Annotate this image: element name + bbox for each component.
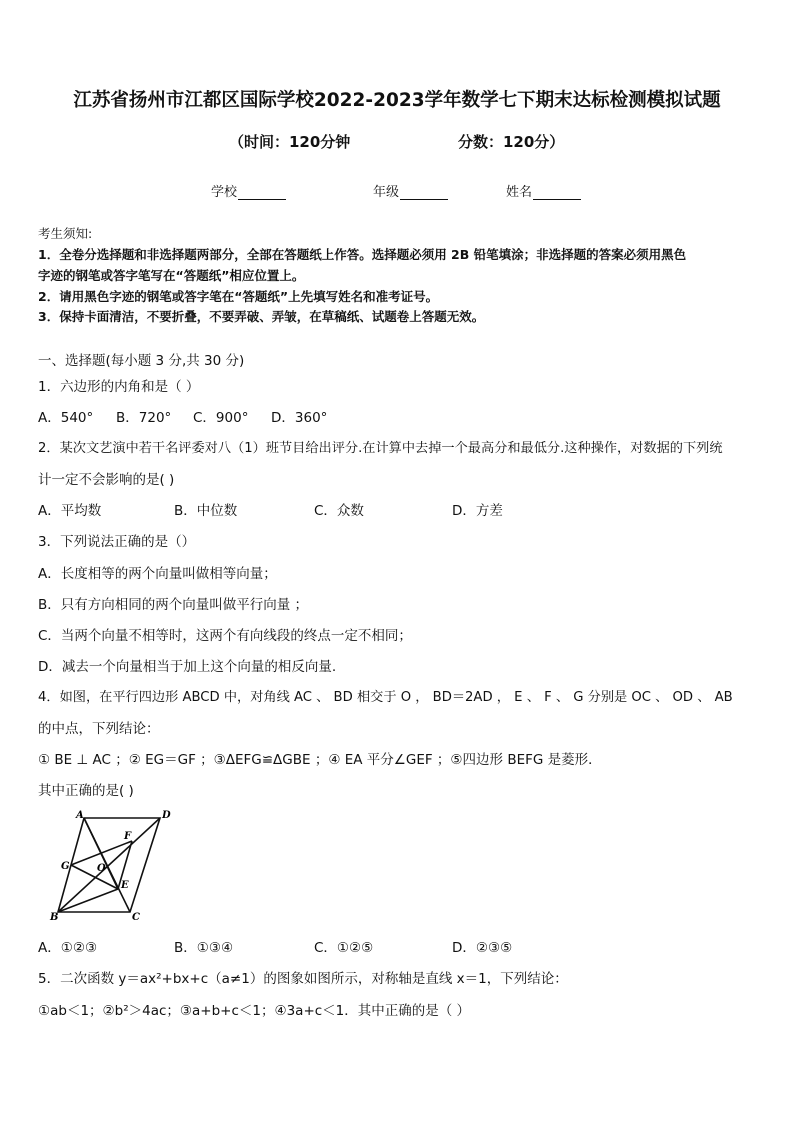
label-a: A: [76, 810, 84, 821]
grade-blank[interactable]: [400, 187, 448, 200]
q1-option-a[interactable]: A．540°: [38, 410, 94, 426]
name-label: 姓名: [506, 185, 533, 200]
label-b: B: [50, 912, 59, 923]
grade-label: 年级: [373, 185, 400, 200]
q1-option-b[interactable]: B．720°: [116, 410, 172, 426]
label-f: F: [124, 831, 132, 842]
q4-option-b[interactable]: B．①③④: [174, 940, 234, 956]
q2-option-b[interactable]: B．中位数: [174, 503, 238, 519]
section-heading: 一、选择题(每小题 3 分,共 30 分): [38, 353, 245, 369]
q3-option-a[interactable]: A．长度相等的两个向量叫做相等向量；: [38, 566, 277, 582]
q2-option-c[interactable]: C．众数: [314, 503, 364, 519]
q3-option-d[interactable]: D．减去一个向量相当于加上这个向量的相反向量.: [38, 659, 337, 675]
notice-item-3: 3．保持卡面清洁，不要折叠，不要弄破、弄皱，在草稿纸、试题卷上答题无效。: [38, 309, 485, 324]
q4-option-a[interactable]: A．①②③: [38, 940, 98, 956]
segment-ae: [84, 818, 118, 889]
q4-stem-line2: 的中点，下列结论：: [38, 721, 160, 737]
label-c: C: [132, 912, 140, 923]
q5-stem-line1: 5．二次函数 y＝ax²+bx+c（a≠1）的图象如图所示，对称轴是直线 x＝1，下列结论：: [38, 971, 568, 987]
notice-heading: 考生须知:: [38, 226, 93, 241]
q2-stem-line2: 计一定不会影响的是( ): [38, 472, 175, 488]
q1-option-d[interactable]: D．360°: [271, 410, 328, 426]
q4-option-d[interactable]: D．②③⑤: [452, 940, 513, 956]
q4-stem-line3: 其中正确的是( ): [38, 783, 134, 799]
grade-field[interactable]: [373, 181, 448, 200]
name-field[interactable]: [506, 181, 581, 200]
notice-item-1: 1．全卷分选择题和非选择题两部分，全部在答题纸上作答。选择题必须用 2B 铅笔填涂；非选择题的答案必须用黑色: [38, 247, 687, 262]
time-label: （时间：120分钟: [229, 133, 351, 151]
q4-stem-line1: 4．如图，在平行四边形 ABCD 中，对角线 AC 、 BD 相交于 O ， BD＝2AD ， E 、 F 、 G 分别是 OC 、 OD 、 AB: [38, 690, 733, 705]
label-d: D: [162, 810, 171, 821]
notice-item-1b: 字迹的钢笔或答字笔写在“答题纸”相应位置上。: [38, 268, 305, 283]
name-blank[interactable]: [533, 187, 581, 200]
score-label: 分数：120分）: [458, 133, 565, 151]
exam-title: 江苏省扬州市江都区国际学校2022-2023学年数学七下期末达标检测模拟试题: [73, 90, 721, 111]
q2-option-a[interactable]: A．平均数: [38, 503, 102, 519]
school-field[interactable]: [211, 181, 286, 200]
notice-item-2: 2．请用黑色字迹的钢笔或答字笔在“答题纸”上先填写姓名和准考证号。: [38, 289, 439, 304]
q4-option-c[interactable]: C．①②⑤: [314, 940, 374, 956]
segment-ge: [71, 865, 118, 889]
segment-be: [58, 889, 118, 912]
q3-stem: 3．下列说法正确的是（）: [38, 534, 196, 550]
school-blank[interactable]: [238, 187, 286, 200]
q3-option-b[interactable]: B．只有方向相同的两个向量叫做平行向量 ；: [38, 597, 309, 613]
label-e: E: [121, 880, 129, 891]
q3-option-c[interactable]: C．当两个向量不相等时，这两个有向线段的终点一定不相同；: [38, 628, 412, 644]
parallelogram-figure: [48, 808, 178, 926]
label-g: G: [61, 861, 70, 872]
q2-option-d[interactable]: D．方差: [452, 503, 503, 519]
q1-option-c[interactable]: C．900°: [193, 410, 249, 426]
school-label: 学校: [211, 185, 238, 200]
q4-conclusions: ① BE ⊥ AC ；② EG＝GF ；③ΔEFG≌ΔGBE ；④ EA 平分∠GEF ；⑤四边形 BEFG 是菱形．: [38, 752, 602, 768]
q5-stem-line2: ①ab＜1；②b²＞4ac；③a+b+c＜1；④3a+c＜1．其中正确的是（ ）: [38, 1003, 471, 1019]
q1-stem: 1．六边形的内角和是（ ）: [38, 379, 200, 395]
q2-stem-line1: 2．某次文艺演中若干名评委对八（1）班节目给出评分.在计算中去掉一个最高分和最低分.这种操作，对数据的下列统: [38, 441, 723, 456]
label-o: O: [97, 863, 106, 874]
